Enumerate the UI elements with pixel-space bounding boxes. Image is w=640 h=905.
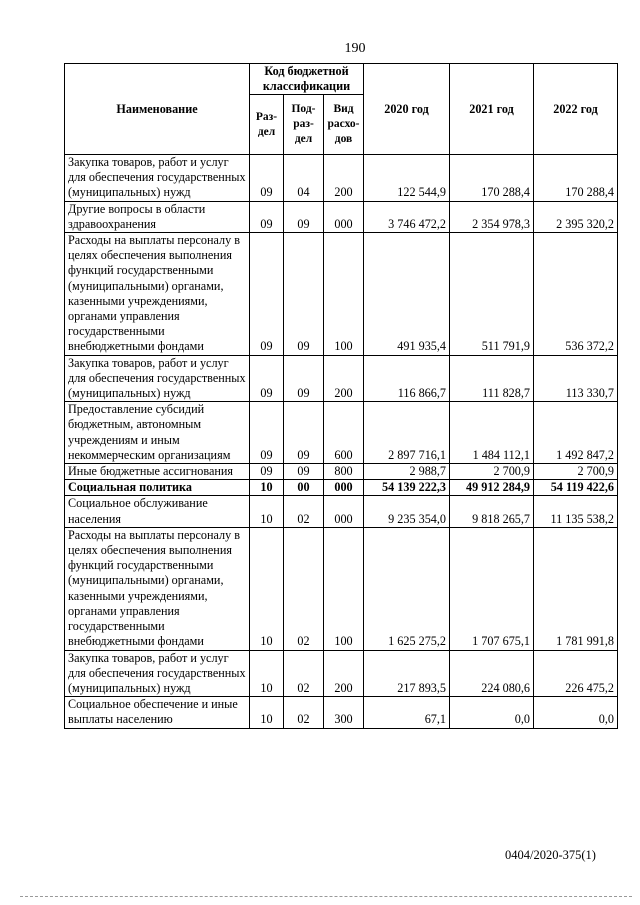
table-body [65,155,618,729]
header-name: Наименование [65,64,250,155]
row-value-2022: 113 330,7 [534,355,618,402]
row-name: Закупка товаров, работ и услуг для обеспечения государственных (муниципальных) нужд [65,650,250,697]
row-value-2020: 122 544,9 [364,155,450,202]
row-value-2020: 217 893,5 [364,650,450,697]
row-vid: 100 [324,233,364,356]
row-value-2022: 54 119 422,6 [534,480,618,496]
row-value-2022: 2 700,9 [534,464,618,480]
row-podrazdel: 02 [284,527,324,650]
row-value-2020: 116 866,7 [364,355,450,402]
document-code: 0404/2020-375(1) [505,848,596,862]
table-row [65,201,618,232]
row-podrazdel: 02 [284,697,324,728]
row-vid: 200 [324,650,364,697]
header-code-group: Код бюджетной классификации [250,64,364,95]
row-value-2021: 170 288,4 [450,155,534,202]
row-value-2020: 3 746 472,2 [364,201,450,232]
row-podrazdel: 09 [284,201,324,232]
row-name: Закупка товаров, работ и услуг для обеспечения государственных (муниципальных) нужд [65,355,250,402]
row-value-2020: 9 235 354,0 [364,496,450,527]
row-value-2021: 511 791,9 [450,233,534,356]
row-value-2022: 170 288,4 [534,155,618,202]
row-vid: 200 [324,355,364,402]
row-vid: 000 [324,201,364,232]
row-value-2020: 54 139 222,3 [364,480,450,496]
table-row [65,233,618,356]
row-value-2022: 11 135 538,2 [534,496,618,527]
header-vid: Вид расхо-дов [324,95,364,155]
row-value-2021: 2 354 978,3 [450,201,534,232]
page-number: 190 [344,41,366,56]
row-value-2021: 9 818 265,7 [450,496,534,527]
table-row [65,697,618,728]
row-value-2022: 1 492 847,2 [534,402,618,464]
row-name: Социальное обеспечение и иные выплаты населению [65,697,250,728]
row-name: Иные бюджетные ассигнования [65,464,250,480]
row-value-2021: 2 700,9 [450,464,534,480]
row-vid: 000 [324,480,364,496]
row-vid: 800 [324,464,364,480]
row-vid: 600 [324,402,364,464]
row-podrazdel: 02 [284,650,324,697]
row-razdel: 09 [250,155,284,202]
row-vid: 000 [324,496,364,527]
row-podrazdel: 00 [284,480,324,496]
row-vid: 100 [324,527,364,650]
row-razdel: 09 [250,201,284,232]
table-row [65,155,618,202]
table-row [65,527,618,650]
row-name: Закупка товаров, работ и услуг для обеспечения государственных (муниципальных) нужд [65,155,250,202]
row-vid: 200 [324,155,364,202]
row-value-2021: 49 912 284,9 [450,480,534,496]
budget-table [64,63,618,729]
row-value-2022: 2 395 320,2 [534,201,618,232]
row-value-2020: 1 625 275,2 [364,527,450,650]
table-row [65,480,618,496]
row-value-2022: 536 372,2 [534,233,618,356]
row-razdel: 10 [250,697,284,728]
row-value-2021: 111 828,7 [450,355,534,402]
table-row [65,402,618,464]
table-header [65,64,618,155]
row-name: Другие вопросы в области здравоохранения [65,201,250,232]
row-value-2022: 0,0 [534,697,618,728]
row-value-2022: 1 781 991,8 [534,527,618,650]
row-value-2021: 0,0 [450,697,534,728]
row-razdel: 09 [250,464,284,480]
row-name: Расходы на выплаты персоналу в целях обеспечения выполнения функций государственными (муниципальными) органами, казенными учреждениями, органами управления государственными внебюджетными фондами [65,233,250,356]
row-value-2021: 224 080,6 [450,650,534,697]
row-name: Предоставление субсидий бюджетным, автономным учреждениям и иным некоммерческим организациям [65,402,250,464]
row-value-2022: 226 475,2 [534,650,618,697]
header-razdel: Раз-дел [250,95,284,155]
bottom-divider [20,896,632,897]
table-row [65,464,618,480]
row-razdel: 10 [250,527,284,650]
header-2020: 2020 год [364,64,450,155]
row-value-2021: 1 707 675,1 [450,527,534,650]
header-2021: 2021 год [450,64,534,155]
table-row [65,355,618,402]
row-podrazdel: 09 [284,464,324,480]
row-podrazdel: 09 [284,233,324,356]
table-row [65,496,618,527]
row-podrazdel: 04 [284,155,324,202]
header-2022: 2022 год [534,64,618,155]
row-razdel: 09 [250,233,284,356]
row-podrazdel: 09 [284,355,324,402]
row-vid: 300 [324,697,364,728]
row-podrazdel: 02 [284,496,324,527]
row-name: Расходы на выплаты персоналу в целях обеспечения выполнения функций государственными (муниципальными) органами, казенными учреждениями, органами управления государственными внебюджетными фондами [65,527,250,650]
row-razdel: 09 [250,355,284,402]
table-row [65,650,618,697]
row-name: Социальное обслуживание населения [65,496,250,527]
row-value-2020: 2 897 716,1 [364,402,450,464]
row-razdel: 10 [250,480,284,496]
row-value-2021: 1 484 112,1 [450,402,534,464]
header-podrazdel: Под-раз-дел [284,95,324,155]
row-value-2020: 491 935,4 [364,233,450,356]
row-value-2020: 2 988,7 [364,464,450,480]
row-value-2020: 67,1 [364,697,450,728]
row-name: Социальная политика [65,480,250,496]
row-razdel: 10 [250,650,284,697]
row-razdel: 09 [250,402,284,464]
row-razdel: 10 [250,496,284,527]
row-podrazdel: 09 [284,402,324,464]
